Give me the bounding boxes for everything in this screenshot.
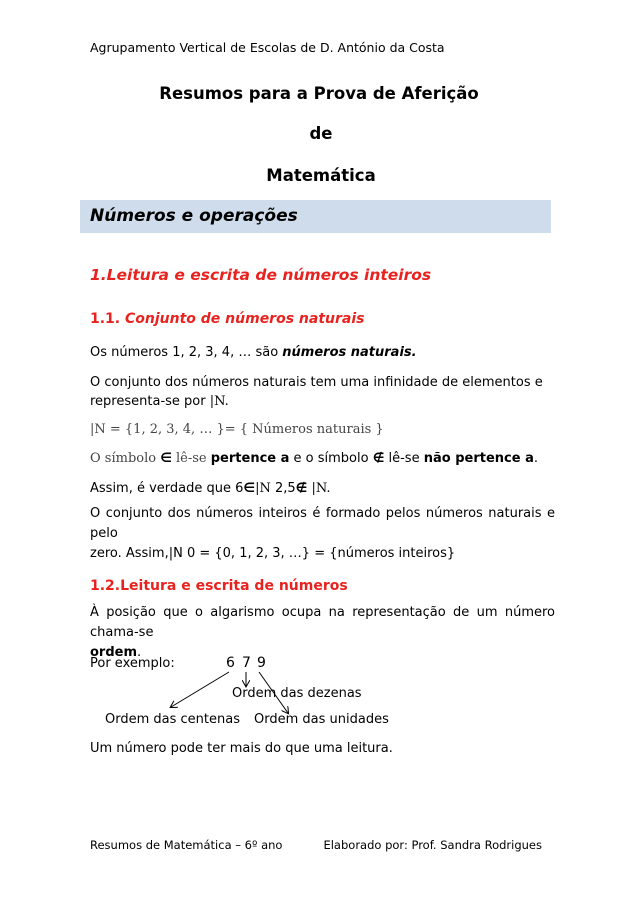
title-line1: Resumos para a Prova de Aferição: [159, 84, 479, 103]
paragraph-order-line1: À posição que o algarismo ocupa na representação de um número chama-se: [90, 605, 555, 640]
paragraph-text: lê-se: [171, 451, 211, 466]
set-symbol: |N.: [209, 394, 229, 409]
section-title: Números e operações: [90, 206, 298, 226]
set-symbol: |N: [255, 481, 271, 496]
example-digit-tens: 7: [242, 655, 251, 671]
title-line2: de: [309, 124, 333, 143]
set-symbol: |N.: [307, 481, 331, 496]
set-definition: |N = {1, 2, 3, 4, … }= { Números naturais }: [90, 422, 384, 437]
paragraph-integers-line1: O conjunto dos números inteiros é formado pelos números naturais e pelo: [90, 506, 555, 541]
heading-1-2: 1.2.Leitura e escrita de números: [90, 578, 348, 594]
heading-1-1-number: 1.1.: [90, 311, 121, 327]
belongs-symbol: ∈: [243, 481, 256, 496]
label-units-order: Ordem das unidades: [254, 712, 389, 727]
bold-term: pertence a: [210, 451, 290, 466]
bold-term: não pertence a: [423, 451, 534, 466]
paragraph-text: lê-se: [384, 451, 424, 466]
paragraph-text: .: [137, 645, 142, 660]
paragraph-text: Assim, é verdade que 6: [90, 481, 244, 496]
label-tens-order: Ordem das dezenas: [232, 686, 362, 701]
heading-1-1-text: Conjunto de números naturais: [125, 311, 365, 327]
paragraph-reading: Um número pode ter mais do que uma leitura.: [90, 741, 393, 756]
paragraph-text: O símbolo: [90, 451, 161, 466]
paragraph-text: representa-se por: [90, 394, 210, 409]
footer-right: Elaborado por: Prof. Sandra Rodrigues: [323, 838, 542, 852]
paragraph-infinite-line1: O conjunto dos números naturais tem uma infinidade de elementos e: [90, 375, 543, 390]
heading-1-text: 1.Leitura e escrita de números inteiros: [90, 266, 432, 284]
paragraph-text: Os números 1, 2, 3, 4, … são: [90, 345, 283, 360]
example-digit-hundreds: 6: [226, 655, 235, 671]
paragraph-text: e o símbolo: [289, 451, 373, 466]
bold-term: números naturais.: [282, 345, 417, 360]
paragraph-integers-line2: zero. Assim,|N 0 = {0, 1, 2, 3, …} = {números inteiros}: [90, 546, 456, 561]
paragraph-text: .: [533, 451, 538, 466]
not-belongs-symbol: ∉: [372, 451, 385, 466]
label-hundreds-order: Ordem das centenas: [105, 712, 240, 727]
example-label: Por exemplo:: [90, 656, 175, 671]
title-line3: Matemática: [266, 166, 376, 185]
arrow-hundreds: [171, 672, 229, 707]
page-header: Agrupamento Vertical de Escolas de D. António da Costa: [90, 40, 445, 55]
footer-left: Resumos de Matemática – 6º ano: [90, 838, 283, 852]
paragraph-text: 2,5: [270, 481, 296, 496]
bold-term: ordem: [90, 645, 138, 660]
example-digit-units: 9: [257, 655, 266, 671]
not-belongs-symbol: ∉: [295, 481, 308, 496]
belongs-symbol: ∈: [160, 451, 172, 466]
